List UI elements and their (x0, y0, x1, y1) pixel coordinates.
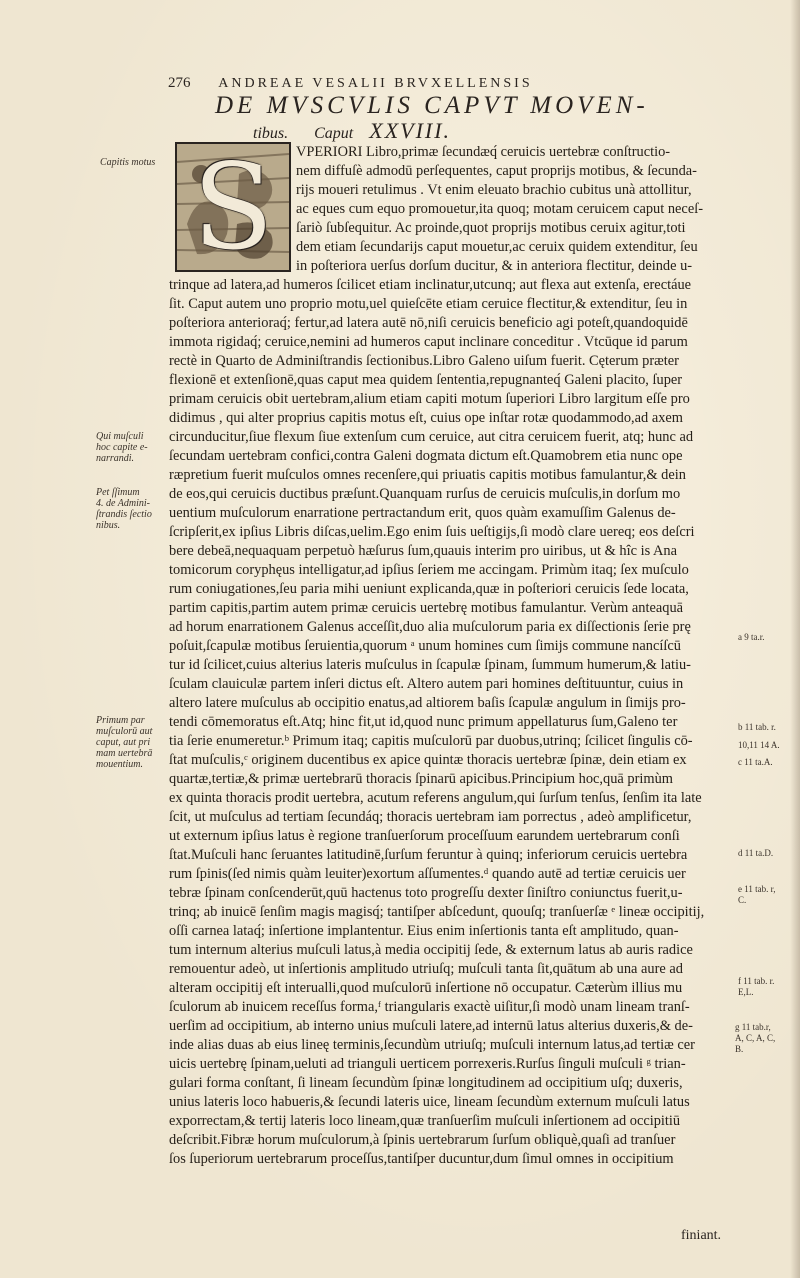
text-line: deſcribit.Fibræ horum muſculorum,à ſpinis uertebrarum ſurſum obliquè,quaſi ad tranſuer (169, 1132, 676, 1148)
text-line: poſteriora anterioraq́; fertur,ad latera autē nō,niſi ceruicis beneficio agi poteſt,quandoquidē (169, 315, 688, 331)
text-line: gulari forma conſtant, ſi lineam ſecundùm ſpinæ longitudinem ad occipitium uſq; duxeris, (169, 1075, 683, 1091)
text-line: trinq; ab inuicē ſenſim magis magisq́; tantiſper abſcedunt, quouſq; tranſuerſæ ᵉ lineæ occipitij, (169, 904, 705, 920)
margin-ref-line: f 11 tab. r. (738, 976, 775, 986)
page-number: 276 (168, 75, 191, 91)
chapter-title-end: tibus. (253, 125, 289, 142)
text-line: circunducitur,ſiue flexum ſiue extenſum cum ceruice, aut citra ceruicem fuerit, atq; hunc ad (169, 429, 694, 445)
caput-word: Caput (314, 125, 354, 142)
text-line: exporrectam,& tertij lateris loco lineam,quæ tranſuerſim muſculi inſertionem ad occipitiū (169, 1113, 681, 1129)
margin-ref-line: C. (738, 895, 747, 905)
chapter-title: DE MVSCVLIS CAPVT MOVEN- (215, 92, 649, 119)
margin-note-line: 4. de Admini- (96, 498, 150, 509)
text-line: inde alias duas ab eius lineę terminis,ſecundùm utriuſq; muſculi internum latus,ad tertiæ cer (169, 1037, 695, 1053)
margin-note-line: mouentium. (96, 759, 143, 770)
text-line: trinque ad latera,ad humeros ſcilicet etiam inclinatur,utcunq; aut flexa aut extenſa, erectáue (169, 277, 692, 293)
text-line: ræpretium fuerit muſculos omnes recenſere,qui priuatis capitis motibus famulantur,& dein (169, 467, 686, 483)
text-line: alteram occipitij eſt interualli,quod muſculorū inſertione nō occupatur. Cæterùm illius mu (169, 980, 683, 996)
text-line: ſos ſuperiorum uertebrarum proceſſus,tantiſper ducuntur,dum ſimul omnes in occipitium (169, 1151, 674, 1167)
text-line: uicis uertebrę ſpinam,ueluti ad trianguli uerticem porrexeris.Rurſus ſinguli muſculi ᵍ trian- (169, 1056, 686, 1072)
text-line: de eos,qui ceruicis ductibus præſunt.Quanquam rurſus de ceruicis muſculis,in dorſum mo (169, 486, 681, 502)
text-line: ſit. Caput autem uno proprio motu,uel quieſcēte etiam ceruice flectitur,& extenditur, ſeu in (169, 296, 688, 312)
text-line: ſculorum ab inuicem receſſus forma,ᶠ triangularis exactè uiſitur,ſi modò unam lineam tranſ- (169, 999, 690, 1015)
margin-note-line: ſtrandis ſectio (96, 509, 152, 520)
margin-note-line: narrandi. (96, 453, 135, 464)
text-line: flexionē et extenſionē,quas caput mea quidem ſententia,repugnanteq́ Galeni placito, ſuper (169, 372, 683, 388)
margin-note-qui-musculi (96, 431, 148, 464)
margin-ref-d: d 11 ta.D. (738, 848, 774, 858)
text-line: rijs moueri retulimus . Vt enim eleuato brachio cubitus unà attollitur, (296, 182, 692, 198)
margin-note-line: mam uertebrā (96, 748, 153, 759)
text-line: ſculam clauiculæ partem inſeri dictus eſt. Altero autem pari homines deſtituuntur, cuius in (169, 676, 684, 692)
chapter-subtitle (253, 118, 451, 144)
text-line: didimus , qui alter proprius capitis motus eſt, cuius ope inſtar rotæ quodammodo,ad axem (169, 410, 683, 426)
text-line: ac eques cum equo promouetur,ita quoq; motam ceruicem caput neceſ- (296, 201, 703, 217)
margin-ref-g (735, 1022, 775, 1055)
text-line: bere debeā,nequaquam perpetuò hæſurus ſum,quauis interim pro uiribus, ut & hîc is Ana (169, 543, 677, 559)
text-line: unius lateris loco habueris,& ſecundi lateris uice, lineam ſecundùm externum muſculi latus (169, 1094, 690, 1110)
margin-ref-line: A, C, A, C, (735, 1033, 776, 1043)
text-line: uerſim ad occipitium, ab interno unius muſculi latere,ad internū latus alterius duxeris,& de- (169, 1018, 693, 1034)
decorated-initial-icon (175, 142, 291, 272)
text-line: nem diffuſè admodū perſequentes, caput proprijs motibus, & ſecunda- (296, 163, 697, 179)
text-line: altero latere muſculus ab occipitio enatus,ad altiorem baſis ſcapulæ angulum in ſimijs pro- (169, 695, 686, 711)
margin-note-line: Pet ſſimum (96, 487, 140, 498)
text-line: tia ſerie enumeretur.ᵇ Primum itaq; capitis muſculorū par duobus,utrinq; ſcilicet ſingulis cō- (169, 733, 693, 749)
text-line: quartæ,tertiæ,& primæ uertebrarū thoracis ſpinarū apicibus.Principium hoc,quā primùm (169, 771, 673, 787)
margin-note-primum-par (96, 715, 152, 770)
final-word: finiant. (681, 1228, 722, 1243)
margin-ref-line: B. (735, 1044, 744, 1054)
text-line: ad horum enarrationem Galenus acceſſit,duo alia muſculorum paria ex diſſectionis ſerie prę (169, 619, 691, 635)
margin-note-line: Primum par (96, 715, 145, 726)
margin-ref-line: E,L. (738, 987, 754, 997)
text-line: dem etiam ſecundarijs caput mouetur,ac ceruix quidem extenditur, ſeu (296, 239, 698, 255)
text-line: ſtat.Muſculi hanc ſeruantes latitudinē,ſurſum feruntur à quinq; inferiorum ceruicis uertebra (169, 847, 688, 863)
text-line: VPERIORI Libro,primæ ſecundæq́ ceruicis uertebræ conſtructio- (296, 144, 671, 160)
text-line: tum internum alterius muſculi latus,à media occipitij ſede, & externum latus ab auris radice (169, 942, 693, 958)
text-line: ſcripſerit,ex ipſius Libris diſcas,uelim.Ego enim ſuis ueſtigijs,ſi modò clare uereq; eos deſcri (169, 524, 695, 540)
margin-ref-line: e 11 tab. r, (738, 884, 776, 894)
margin-note-administrandis (96, 487, 152, 531)
text-line: rectè in Quarto de Adminiſtrandis ſectionibus.Libro Galeno uiſum fuerit. Cęterum præter (169, 353, 679, 369)
text-line: oſſi carnea lataq́; inſertione implantentur. Eius enim inſertionis tanta eſt amplitudo, quan- (169, 923, 679, 939)
caput-number: XXVIII. (369, 118, 452, 143)
text-line: tebræ ſpinam conſcenderūt,quū hactenus toto progreſſu dexter ſiniſtro coniunctus fuerit,u- (169, 885, 683, 901)
margin-ref-c: c 11 ta.A. (738, 757, 773, 767)
margin-note-line: caput, aut pri (96, 737, 151, 748)
text-line: in poſteriora uerſus dorſum ducitur, & in anteriora flectitur, deinde u- (296, 258, 693, 274)
text-line: rum coniugationes,ſeu paria mihi ueniunt explicanda,quæ in poſteriori ceruicis ſede locata, (169, 581, 689, 597)
text-line: primam ceruicis obit uertebram,alium etiam capiti motum ſuperiori Libro largitum eſſe pro (169, 391, 690, 407)
margin-ref-b2: 10,11 14 A. (738, 740, 780, 750)
margin-note-line: nibus. (96, 520, 121, 531)
text-line: ſcit, ut muſculus ad tertiam ſecundáq; thoracis uertebram iam porrectus , adeò amplificetur, (169, 809, 692, 825)
text-line: ſecundam uertebram confici,contra Galeni dogmata dictum eſt.Quamobrem etia nunc ope (169, 448, 683, 464)
page-edge-shadow (790, 0, 800, 1278)
text-line: tendi cōmemoratus eſt.Atq; hinc fit,ut id,quod nunc primum appellaturus ſum,Galeno ter (169, 714, 678, 730)
text-line: uentium muſculorum enarratione pertractandum erit, quos quàm examuſſim Galenus de- (169, 505, 676, 521)
margin-ref-line: g 11 tab.r, (735, 1022, 771, 1032)
text-line: tur id ſcilicet,cuius alterius lateris muſculus in ſcapulæ ſpinam, ſummum humerum,& latiu- (169, 657, 691, 673)
text-line: ſtat muſculis,ᶜ originem ducentibus ex apice quintæ thoracis uertebræ ſpinæ, dein etiam ex (169, 752, 687, 768)
margin-ref-b: b 11 tab. r. (738, 722, 776, 732)
text-line: immota rigidaq́; ceruice,nemini ad humeros caput inclinare conceditur . Vtcūque id parum (169, 334, 688, 350)
running-head (168, 75, 728, 92)
running-title: ANDREAE VESALII BRVXELLENSIS (218, 76, 533, 91)
margin-ref-a: a 9 ta.r. (738, 632, 765, 642)
text-line: ut externum ipſius latus è regione tranſuerſorum proceſſuum earundem uertebrarum conſi (169, 828, 680, 844)
text-line: ex quinta thoracis prodit uertebra, acutum referens angulum,qui ſurſum tenſus, ſenſim ita late (169, 790, 702, 806)
text-line: partim capitis,partim autem primæ ceruicis uertebrę motibus famulantur. Verùm anteaquā (169, 600, 684, 616)
text-line: tomicorum coryphęus intelligatur,ad ipſius ſeriem me accingam. Primùm itaq; ſex muſculo (169, 562, 689, 578)
initial-letter: S (192, 142, 274, 272)
margin-ref-e (738, 884, 776, 906)
margin-ref-f (738, 976, 774, 998)
text-line: ſariò ſubſequitur. Ac proinde,quot proprijs motibus ceruix agitur,toti (296, 220, 686, 236)
margin-note-line: hoc capite e- (96, 442, 148, 453)
text-line: poſuit,ſcapulæ motibus ſeruientia,quorum ᵃ unum homines cum ſimijs commune nancíſcū (169, 638, 681, 654)
margin-note-capitis-motus: Capitis motus (100, 157, 156, 168)
text-line: remouentur adeò, ut inſertionis amplitudo utriuſq; muſculi tanta ſit,quātum ab una aure ad (169, 961, 683, 977)
margin-note-line: muſculorū aut (96, 726, 153, 737)
text-line: rum ſpinis(ſed nimis quàm leuiter)exortum aſſumentes.ᵈ quando autē ad tertiæ ceruicis uer (169, 866, 686, 882)
margin-note-line: Qui muſculi (96, 431, 144, 442)
